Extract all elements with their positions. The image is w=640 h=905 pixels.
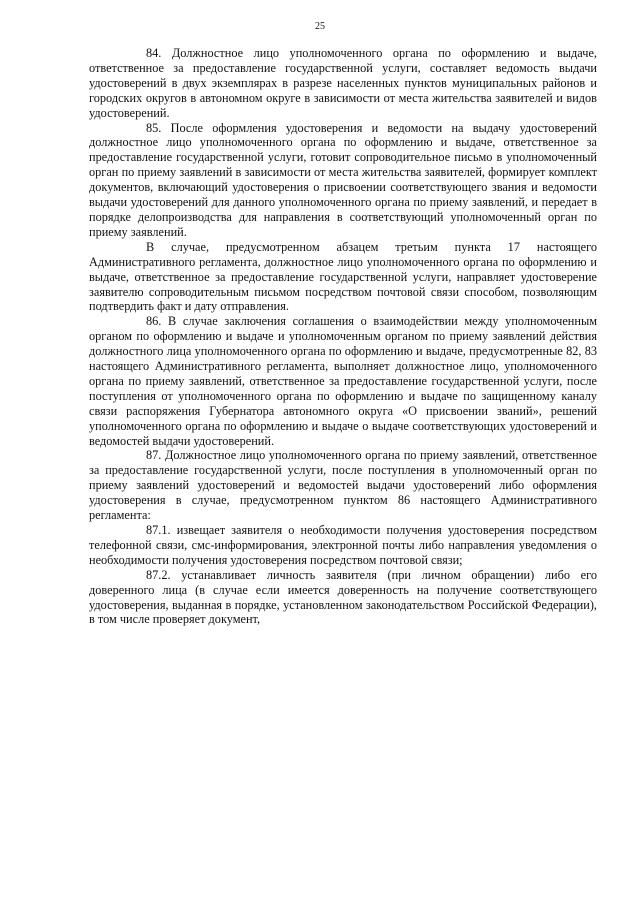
paragraph-85-case: В случае, предусмотренном абзацем третьим пункта 17 настоящего Административного регламента, должностное лицо уполномоченного органа по оформлению и выдаче, ответственное за предоставление государственной услуги, направляет удостоверение заявителю сопроводительным письмом посредством почтовой связи способом, позволяющим подтвердить факт и дату отправления. <box>89 239 597 314</box>
paragraph-87: 87. Должностное лицо уполномоченного органа по приему заявлений, ответственное за предоставление государственной услуги, после поступления в уполномоченный орган по приему заявлений удостоверений и ведомостей выдачи удостоверений либо оформления удостоверения в случае, предусмотренном пунктом 86 настоящего Административного регламента: <box>89 448 597 523</box>
document-body <box>89 46 597 627</box>
paragraph-87-2: 87.2. устанавливает личность заявителя (при личном обращении) либо его доверенного лица (в случае если имеется доверенность на получение соответствующего удостоверения, выданная в порядке, установленном законодательством Российской Федерации), в том числе проверяет документ, <box>89 567 597 627</box>
paragraph-84: 84. Должностное лицо уполномоченного органа по оформлению и выдаче, ответственное за предоставление государственной услуги, составляет ведомость выдачи удостоверений в двух экземплярах в разрезе населенных пунктов муниципальных районов и городских округов в автономном округе в зависимости от места жительства заявителей и видов удостоверений. <box>89 46 597 120</box>
paragraph-85: 85. После оформления удостоверения и ведомости на выдачу удостоверений должностное лицо уполномоченного органа по оформлению и выдаче, ответственное за предоставление государственной услуги, готовит сопроводительное письмо в уполномоченный орган по приему заявлений в зависимости от места жительства заявителей, формирует комплект документов, включающий удостоверения о присвоении соответствующего звания и ведомости выдачи удостоверений для данного уполномоченного органа по приему заявлений, и передает в порядке делопроизводства для направления в соответствующий уполномоченный орган по приему заявлений. <box>89 120 597 239</box>
page-number: 25 <box>315 21 325 32</box>
paragraph-87-1: 87.1. извещает заявителя о необходимости получения удостоверения посредством телефонной связи, смс-информирования, электронной почты либо направления уведомления о необходимости получения удостоверения посредством почтовой связи; <box>89 523 597 567</box>
paragraph-86: 86. В случае заключения соглашения о взаимодействии между уполномоченным органом по оформлению и выдаче и уполномоченным органом по приему заявлений действия должностного лица уполномоченного органа по оформлению и выдаче, предусмотренные 82, 83 настоящего Административного регламента, выполняет должностное лицо, уполномоченного органа по приему заявлений, ответственное за предоставление государственной услуги, после поступления от уполномоченного органа по оформлению и выдаче по защищенному каналу связи распоряжения Губернатора автономного округа «О присвоении званий», решений уполномоченного органа по оформлению и выдаче о выдаче соответствующих удостоверений и ведомостей выдачи удостоверений. <box>89 314 597 448</box>
